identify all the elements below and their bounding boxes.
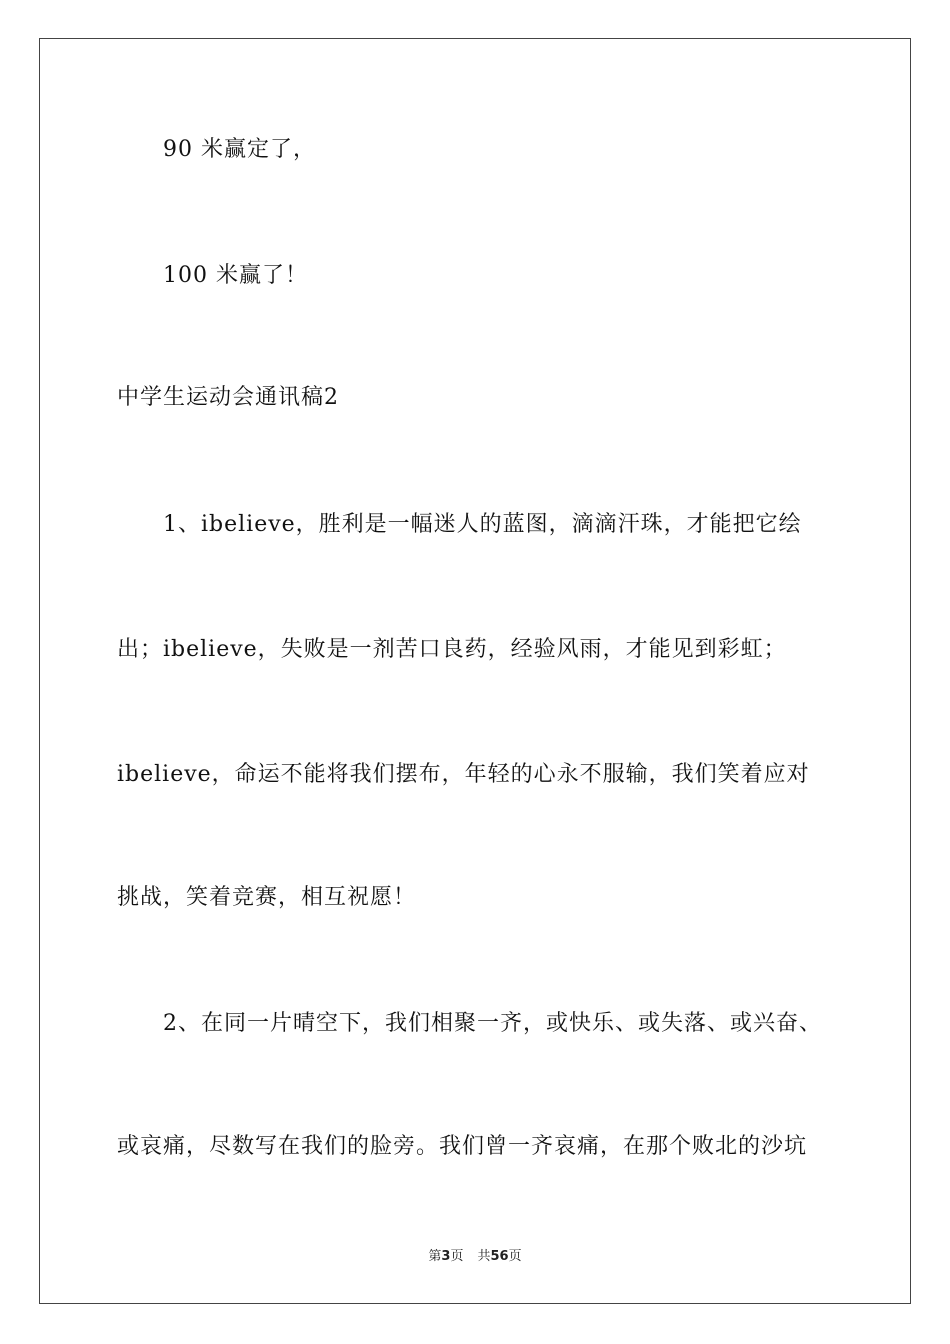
total-pages: 56 bbox=[490, 1249, 509, 1264]
text-line-2: 100 米赢了！ bbox=[163, 263, 308, 288]
page-border bbox=[39, 38, 911, 1304]
text-line-7: 2、在同一片晴空下，我们相聚一齐，或快乐、或失落、或兴奋、 bbox=[163, 1011, 822, 1036]
text-line-8: 或哀痛，尽数写在我们的脸旁。我们曾一齐哀痛，在那个败北的沙坑 bbox=[117, 1134, 808, 1159]
footer-total-prefix: 共 bbox=[477, 1249, 491, 1264]
text-line-3: 1、ibelieve，胜利是一幅迷人的蓝图，滴滴汗珠，才能把它绘 bbox=[163, 512, 802, 537]
footer-total-suffix: 页 bbox=[508, 1249, 522, 1264]
text-line-6: 挑战，笑着竞赛，相互祝愿！ bbox=[117, 885, 417, 910]
section-heading: 中学生运动会通讯稿2 bbox=[117, 385, 339, 410]
footer-page-suffix: 页 bbox=[450, 1249, 464, 1264]
page-number: 3 bbox=[441, 1249, 451, 1264]
footer-prefix: 第 bbox=[428, 1249, 442, 1264]
text-line-1: 90 米赢定了， bbox=[163, 137, 316, 162]
page-footer bbox=[0, 1248, 950, 1266]
text-line-4: 出；ibelieve，失败是一剂苦口良药，经验风雨，才能见到彩虹； bbox=[117, 637, 787, 662]
text-line-5: ibelieve，命运不能将我们摆布，年轻的心永不服输，我们笑着应对 bbox=[117, 762, 810, 787]
